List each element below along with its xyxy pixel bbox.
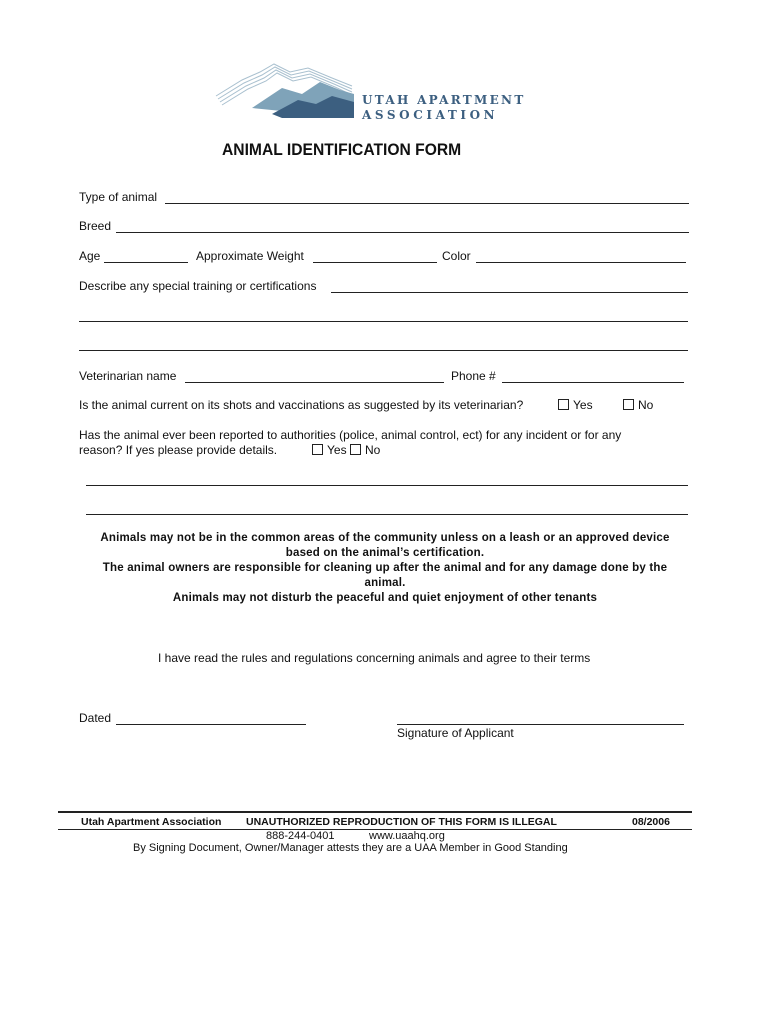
veterinarian-label: Veterinarian name bbox=[79, 369, 177, 383]
logo-text-line1: UTAH APARTMENT bbox=[362, 93, 526, 107]
rule-cleaning: The animal owners are responsible for cleaning up after the animal and for any damage done by the bbox=[102, 562, 668, 574]
special-training-line-3[interactable] bbox=[79, 350, 688, 351]
no-label: No bbox=[365, 443, 381, 457]
logo-text-line2: ASSOCIATION bbox=[362, 108, 499, 122]
dated-field[interactable] bbox=[116, 724, 306, 725]
details-line-2[interactable] bbox=[86, 514, 688, 515]
type-of-animal-field[interactable] bbox=[165, 203, 689, 204]
footer-divider bbox=[58, 811, 692, 813]
logo bbox=[212, 58, 526, 124]
reported-yes-option[interactable] bbox=[312, 443, 347, 457]
dated-label: Dated bbox=[79, 711, 112, 725]
no-checkbox[interactable] bbox=[350, 444, 361, 455]
no-label: No bbox=[638, 398, 654, 412]
signature-field[interactable] bbox=[397, 724, 684, 725]
yes-label: Yes bbox=[327, 443, 347, 457]
vaccination-yes-option[interactable] bbox=[558, 398, 593, 412]
weight-field[interactable] bbox=[313, 262, 437, 263]
page-title: ANIMAL IDENTIFICATION FORM bbox=[222, 140, 462, 159]
phone-label: Phone # bbox=[451, 369, 496, 383]
agreement-text: I have read the rules and regulations concerning animals and agree to their terms bbox=[158, 651, 591, 665]
breed-label: Breed bbox=[79, 219, 112, 233]
special-training-field[interactable] bbox=[331, 292, 688, 293]
footer-website: www.uaahq.org bbox=[369, 830, 445, 842]
phone-field[interactable] bbox=[502, 382, 684, 383]
vaccination-no-option[interactable] bbox=[623, 398, 653, 412]
reported-question-line2: reason? If yes please provide details. bbox=[79, 443, 278, 457]
veterinarian-field[interactable] bbox=[185, 382, 444, 383]
age-label: Age bbox=[79, 249, 101, 263]
rule-cleaning-cont: animal. bbox=[364, 577, 406, 589]
no-checkbox[interactable] bbox=[623, 399, 634, 410]
footer-attest: By Signing Document, Owner/Manager attests they are a UAA Member in Good Standing bbox=[133, 842, 568, 854]
type-of-animal-label: Type of animal bbox=[79, 190, 158, 204]
vaccination-question: Is the animal current on its shots and vaccinations as suggested by its veterinarian? bbox=[79, 398, 524, 412]
weight-label: Approximate Weight bbox=[196, 249, 304, 263]
reported-no-option[interactable] bbox=[350, 443, 380, 457]
special-training-line-2[interactable] bbox=[79, 321, 688, 322]
footer-warning: UNAUTHORIZED REPRODUCTION OF THIS FORM IS ILLEGAL bbox=[246, 816, 557, 828]
mountain-logo-graphic bbox=[212, 58, 362, 120]
reported-question-line1: Has the animal ever been reported to authorities (police, animal control, ect) for any incident or for any bbox=[79, 428, 622, 442]
footer-org: Utah Apartment Association bbox=[81, 816, 222, 828]
breed-field[interactable] bbox=[116, 232, 689, 233]
special-training-label: Describe any special training or certifications bbox=[79, 279, 317, 293]
footer-date: 08/2006 bbox=[632, 816, 670, 828]
color-label: Color bbox=[442, 249, 471, 263]
rule-leash-cont: based on the animal’s certification. bbox=[285, 547, 485, 559]
details-line-1[interactable] bbox=[86, 485, 688, 486]
color-field[interactable] bbox=[476, 262, 686, 263]
footer-phone: 888-244-0401 bbox=[266, 830, 335, 842]
age-field[interactable] bbox=[104, 262, 188, 263]
rule-disturb: Animals may not disturb the peaceful and quiet enjoyment of other tenants bbox=[172, 592, 598, 604]
rule-leash: Animals may not be in the common areas of the community unless on a leash or an approved device bbox=[100, 532, 670, 544]
yes-checkbox[interactable] bbox=[312, 444, 323, 455]
yes-label: Yes bbox=[573, 398, 593, 412]
signature-label: Signature of Applicant bbox=[397, 726, 514, 740]
yes-checkbox[interactable] bbox=[558, 399, 569, 410]
